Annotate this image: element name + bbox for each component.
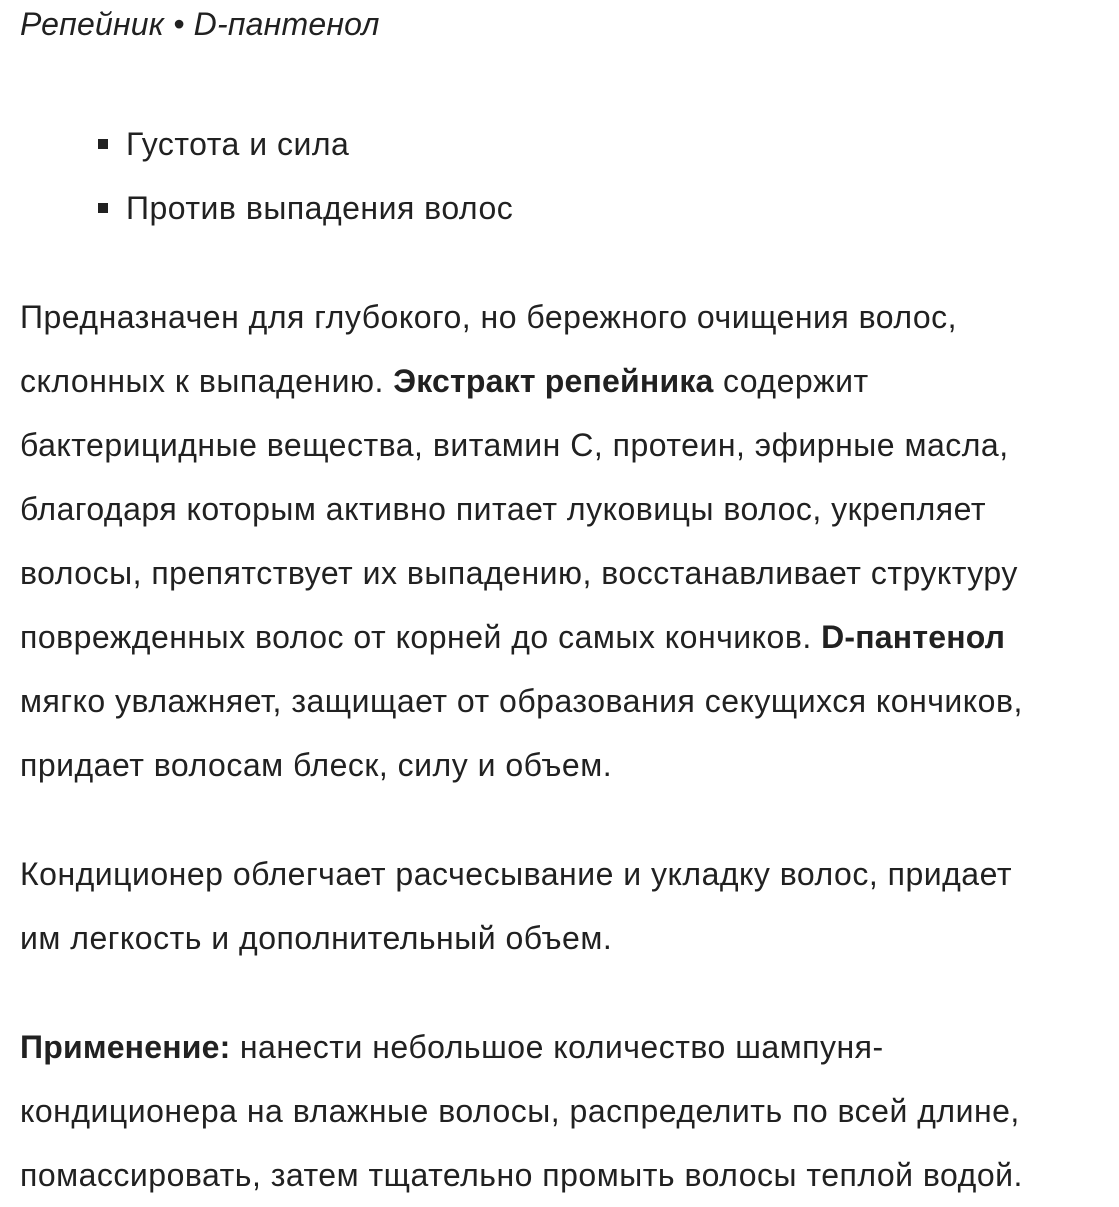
- feature-text: Против выпадения волос: [126, 190, 514, 226]
- bullet-square-icon: [98, 203, 108, 213]
- list-item: [98, 176, 1113, 240]
- feature-text: Густота и сила: [126, 126, 350, 162]
- conditioner-paragraph: Кондиционер облегчает расчесывание и укладку волос, придает им легкость и дополнительный объем.: [20, 856, 1012, 956]
- feature-list: [98, 112, 1113, 240]
- product-title: Репейник • D-пантенол: [20, 6, 380, 42]
- list-item: [98, 112, 1113, 176]
- bullet-square-icon: [98, 139, 108, 149]
- description-paragraph: Предназначен для глубокого, но бережного очищения волос, склонных к выпадению. Экстракт репейника содержит бактерицидные вещества, витамин С, протеин, эфирные масла, благодаря которым активно питает луковицы волос, укрепляет волосы, препятствует их выпадению, восстанавливает структуру поврежденных волос от корней до самых кончиков. D-пантенол мягко увлажняет, защищает от образования секущихся кончиков, придает волосам блеск, силу и объем.: [20, 299, 1023, 783]
- usage-paragraph: Применение: нанести небольшое количество шампуня- кондиционера на влажные волосы, распределить по всей длине, помассировать, затем тщательно промыть волосы теплой водой.: [20, 1029, 1023, 1193]
